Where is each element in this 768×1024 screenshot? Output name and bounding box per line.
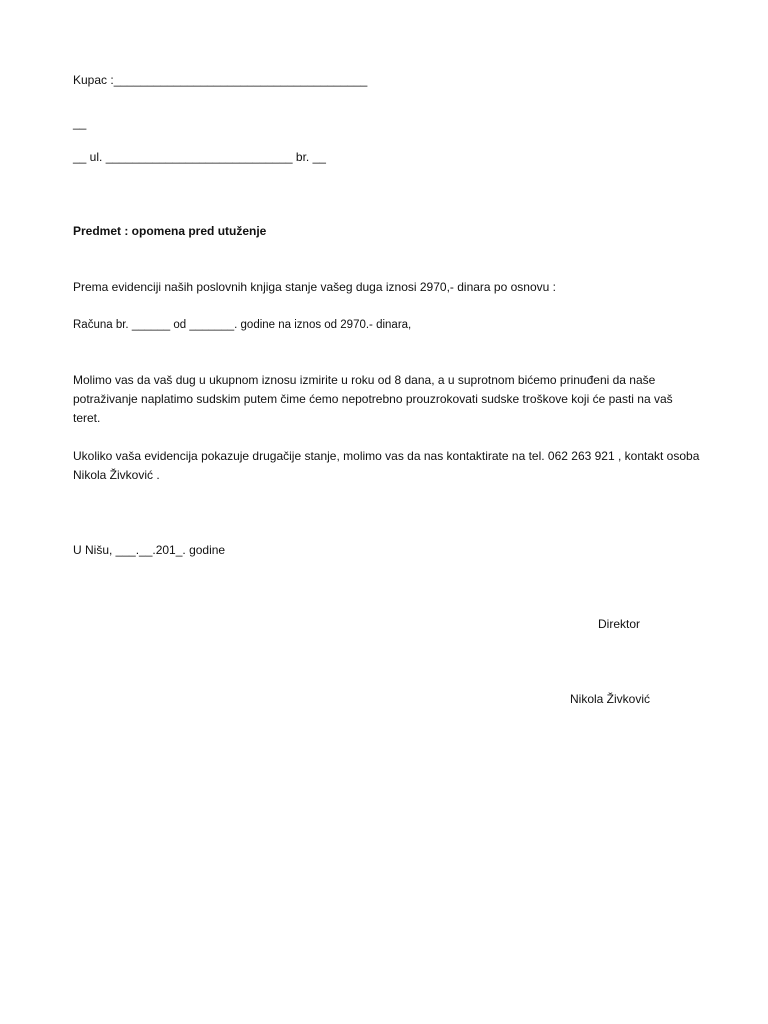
invoice-line: Računa br. ______ od _______. godine na iznos od 2970.- dinara, — [73, 319, 412, 331]
payment-request-paragraph: Molimo vas da vaš dug u ukupnom iznosu izmirite u roku od 8 dana, a u suprotnom bićemo prinuđeni da naše potraživanje naplatimo sudskim putem čime ćemo nepotrebno prouzrokovati sudske troškove koji će pasti na vaš teret. — [73, 373, 673, 425]
signature-title: Direktor — [598, 617, 641, 631]
buyer-line: Kupac :______________________________________ — [73, 73, 368, 87]
subject-line: Predmet : opomena pred utuženje — [73, 224, 267, 238]
place-date-line: U Nišu, ___.__.201_. godine — [73, 543, 226, 557]
address-line: __ ul. ____________________________ br. __ — [73, 150, 326, 164]
blank-line: __ — [73, 116, 87, 130]
debt-statement: Prema evidenciji naših poslovnih knjiga stanje vašeg duga iznosi 2970,- dinara po osnovu : — [73, 280, 556, 294]
signature-name: Nikola Živković — [570, 692, 651, 706]
contact-note-paragraph: Ukoliko vaša evidencija pokazuje drugačije stanje, molimo vas da nas kontaktirate na tel. 062 263 921 , kontakt osoba Nikola Živković . — [73, 449, 700, 482]
